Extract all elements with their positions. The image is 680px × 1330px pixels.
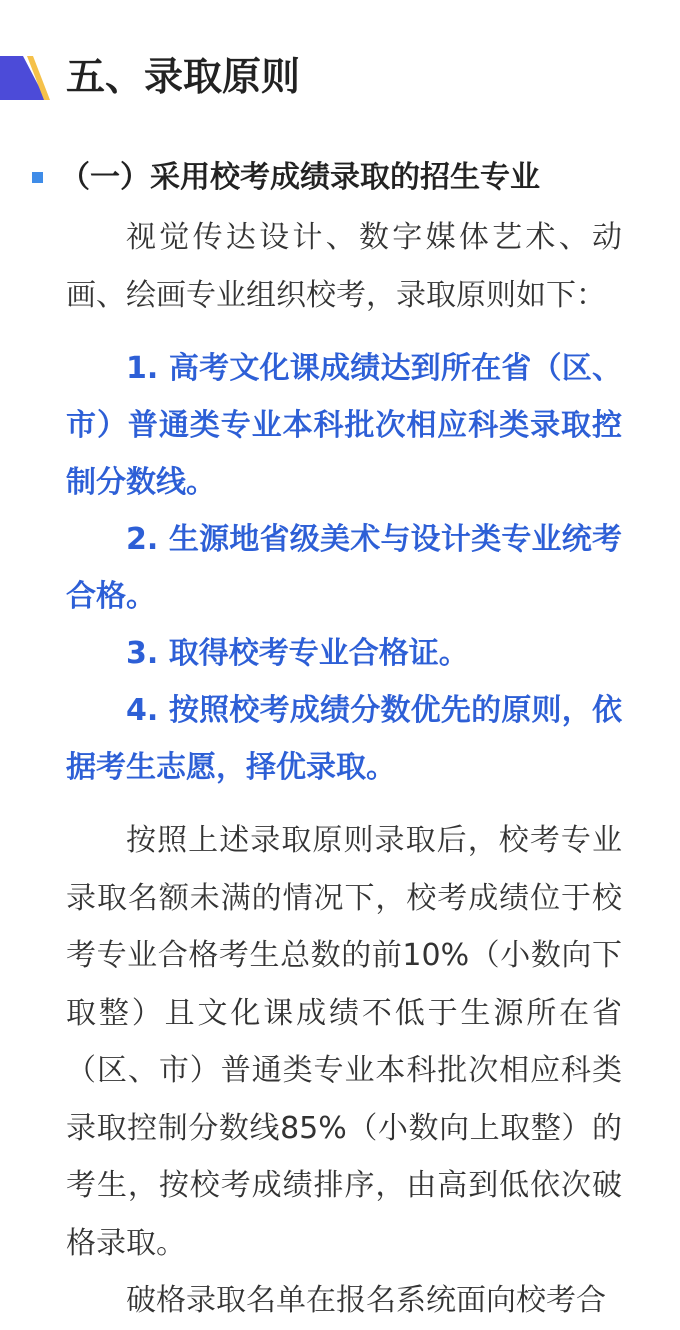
rule-2: 2. 生源地省级美术与设计类专业统考合格。 [66,522,622,614]
section-accent-icon [0,56,50,100]
square-bullet-icon [32,172,43,183]
subsection-heading: （一）采用校考成绩录取的招生专业 [60,160,540,195]
section-title: 五、录取原则 [66,55,301,100]
after-block [66,812,622,1330]
intro-paragraph: 视觉传达设计、数字媒体艺术、动画、绘画专业组织校考，录取原则如下： [66,220,622,313]
rule-3: 3. 取得校考专业合格证。 [126,636,469,671]
last-paragraph: 破格录取名单在报名系统面向校考合 [126,1283,606,1318]
rule-4: 4. 按照校考成绩分数优先的原则，依据考生志愿，择优录取。 [66,693,622,785]
after-paragraph: 按照上述录取原则录取后，校考专业录取名额未满的情况下，校考成绩位于校考专业合格考生总数的前10%（小数向下取整）且文化课成绩不低于生源所在省（区、市）普通类专业本科批次相应科类录取控制分数线85%（小数向上取整）的考生，按校考成绩排序，由高到低依次破格录取。 [66,823,622,1261]
intro-block [66,209,622,324]
rules-block [66,340,622,796]
rule-1: 1. 高考文化课成绩达到所在省（区、市）普通类专业本科批次相应科类录取控制分数线。 [66,351,622,500]
